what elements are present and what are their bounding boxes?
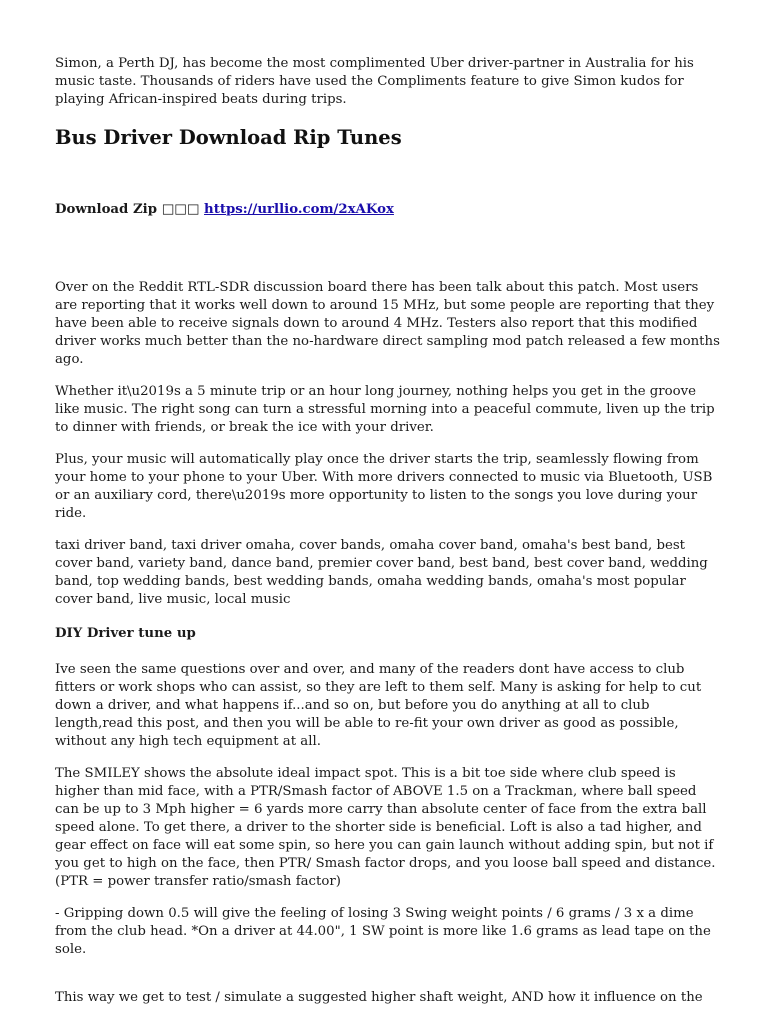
paragraph-rtl-sdr: Over on the Reddit RTL-SDR discussion board there has been talk about this patch. Most users are reporting that it works well down to around 15 MHz, but some people are reporting that they have been able to receive signals down to around 4 MHz. Testers also report that this modified driver works much better than the no-hardware direct sampling mod patch released a few months ago. (55, 280, 720, 367)
paragraph-gripping-down: - Gripping down 0.5 will give the feeling of losing 3 Swing weight points / 6 grams / 3 x a dime from the club head. *On a driver at 44.00", 1 SW point is more like 1.6 grams as lead tape on the sole. (55, 906, 711, 957)
paragraph-club-fitters: Ive seen the same questions over and over, and many of the readers dont have access to club fitters or work shops who can assist, so they are left to them self. Many is asking for help to cut down a driver, and what happens if...and so on, but before you do anything at all to club length,read this post, and then you will be able to re-fit your own driver as good as possible, without any high tech equipment at all. (55, 662, 702, 749)
download-link[interactable]: https://urllio.com/2xAKox (204, 202, 394, 217)
arrow-glyphs: □□□ (161, 202, 200, 217)
download-line (55, 201, 720, 219)
paragraph-music-trip: Whether it\u2019s a 5 minute trip or an hour long journey, nothing helps you get in the groove like music. The right song can turn a stressful morning into a peaceful commute, liven up the trip to dinner with friends, or break the ice with your driver. (55, 384, 715, 435)
paragraph-shaft-weight: This way we get to test / simulate a suggested higher shaft weight, AND how it influence on the (55, 990, 703, 1005)
download-label: Download Zip (55, 202, 158, 217)
article (55, 55, 720, 1007)
paragraph-keywords: taxi driver band, taxi driver omaha, cover bands, omaha cover band, omaha's best band, best cover band, variety band, dance band, premier cover band, best band, best cover band, wedding band, top wedding bands, best wedding bands, omaha wedding bands, omaha's most popular cover band, live music, local music (55, 538, 708, 607)
paragraph-smiley: The SMILEY shows the absolute ideal impact spot. This is a bit toe side where club speed is higher than mid face, with a PTR/Smash factor of ABOVE 1.5 on a Trackman, where ball speed can be up to 3 Mph higher = 6 yards more carry than absolute center of face from the extra ball speed alone. To get there, a driver to the shorter side is beneficial. Loft is also a tad higher, and gear effect on face will eat some spin, so here you can gain launch without adding spin, but not if you get to high on the face, then PTR/ Smash factor drops, and you loose ball speed and distance. (PTR = power transfer ratio/smash factor) (55, 766, 716, 889)
paragraph-auto-play: Plus, your music will automatically play once the driver starts the trip, seamlessly flowing from your home to your phone to your Uber. With more drivers connected to music via Bluetooth, USB or an auxiliary cord, there\u2019s more opportunity to listen to the songs you love during your ride. (55, 452, 713, 521)
intro-paragraph: Simon, a Perth DJ, has become the most complimented Uber driver-partner in Australia for his music taste. Thousands of riders have used the Compliments feature to give Simon kudos for playing African-inspired beats during trips. (55, 56, 694, 107)
page-title: Bus Driver Download Rip Tunes (55, 126, 402, 149)
subheading: DIY Driver tune up (55, 626, 196, 641)
